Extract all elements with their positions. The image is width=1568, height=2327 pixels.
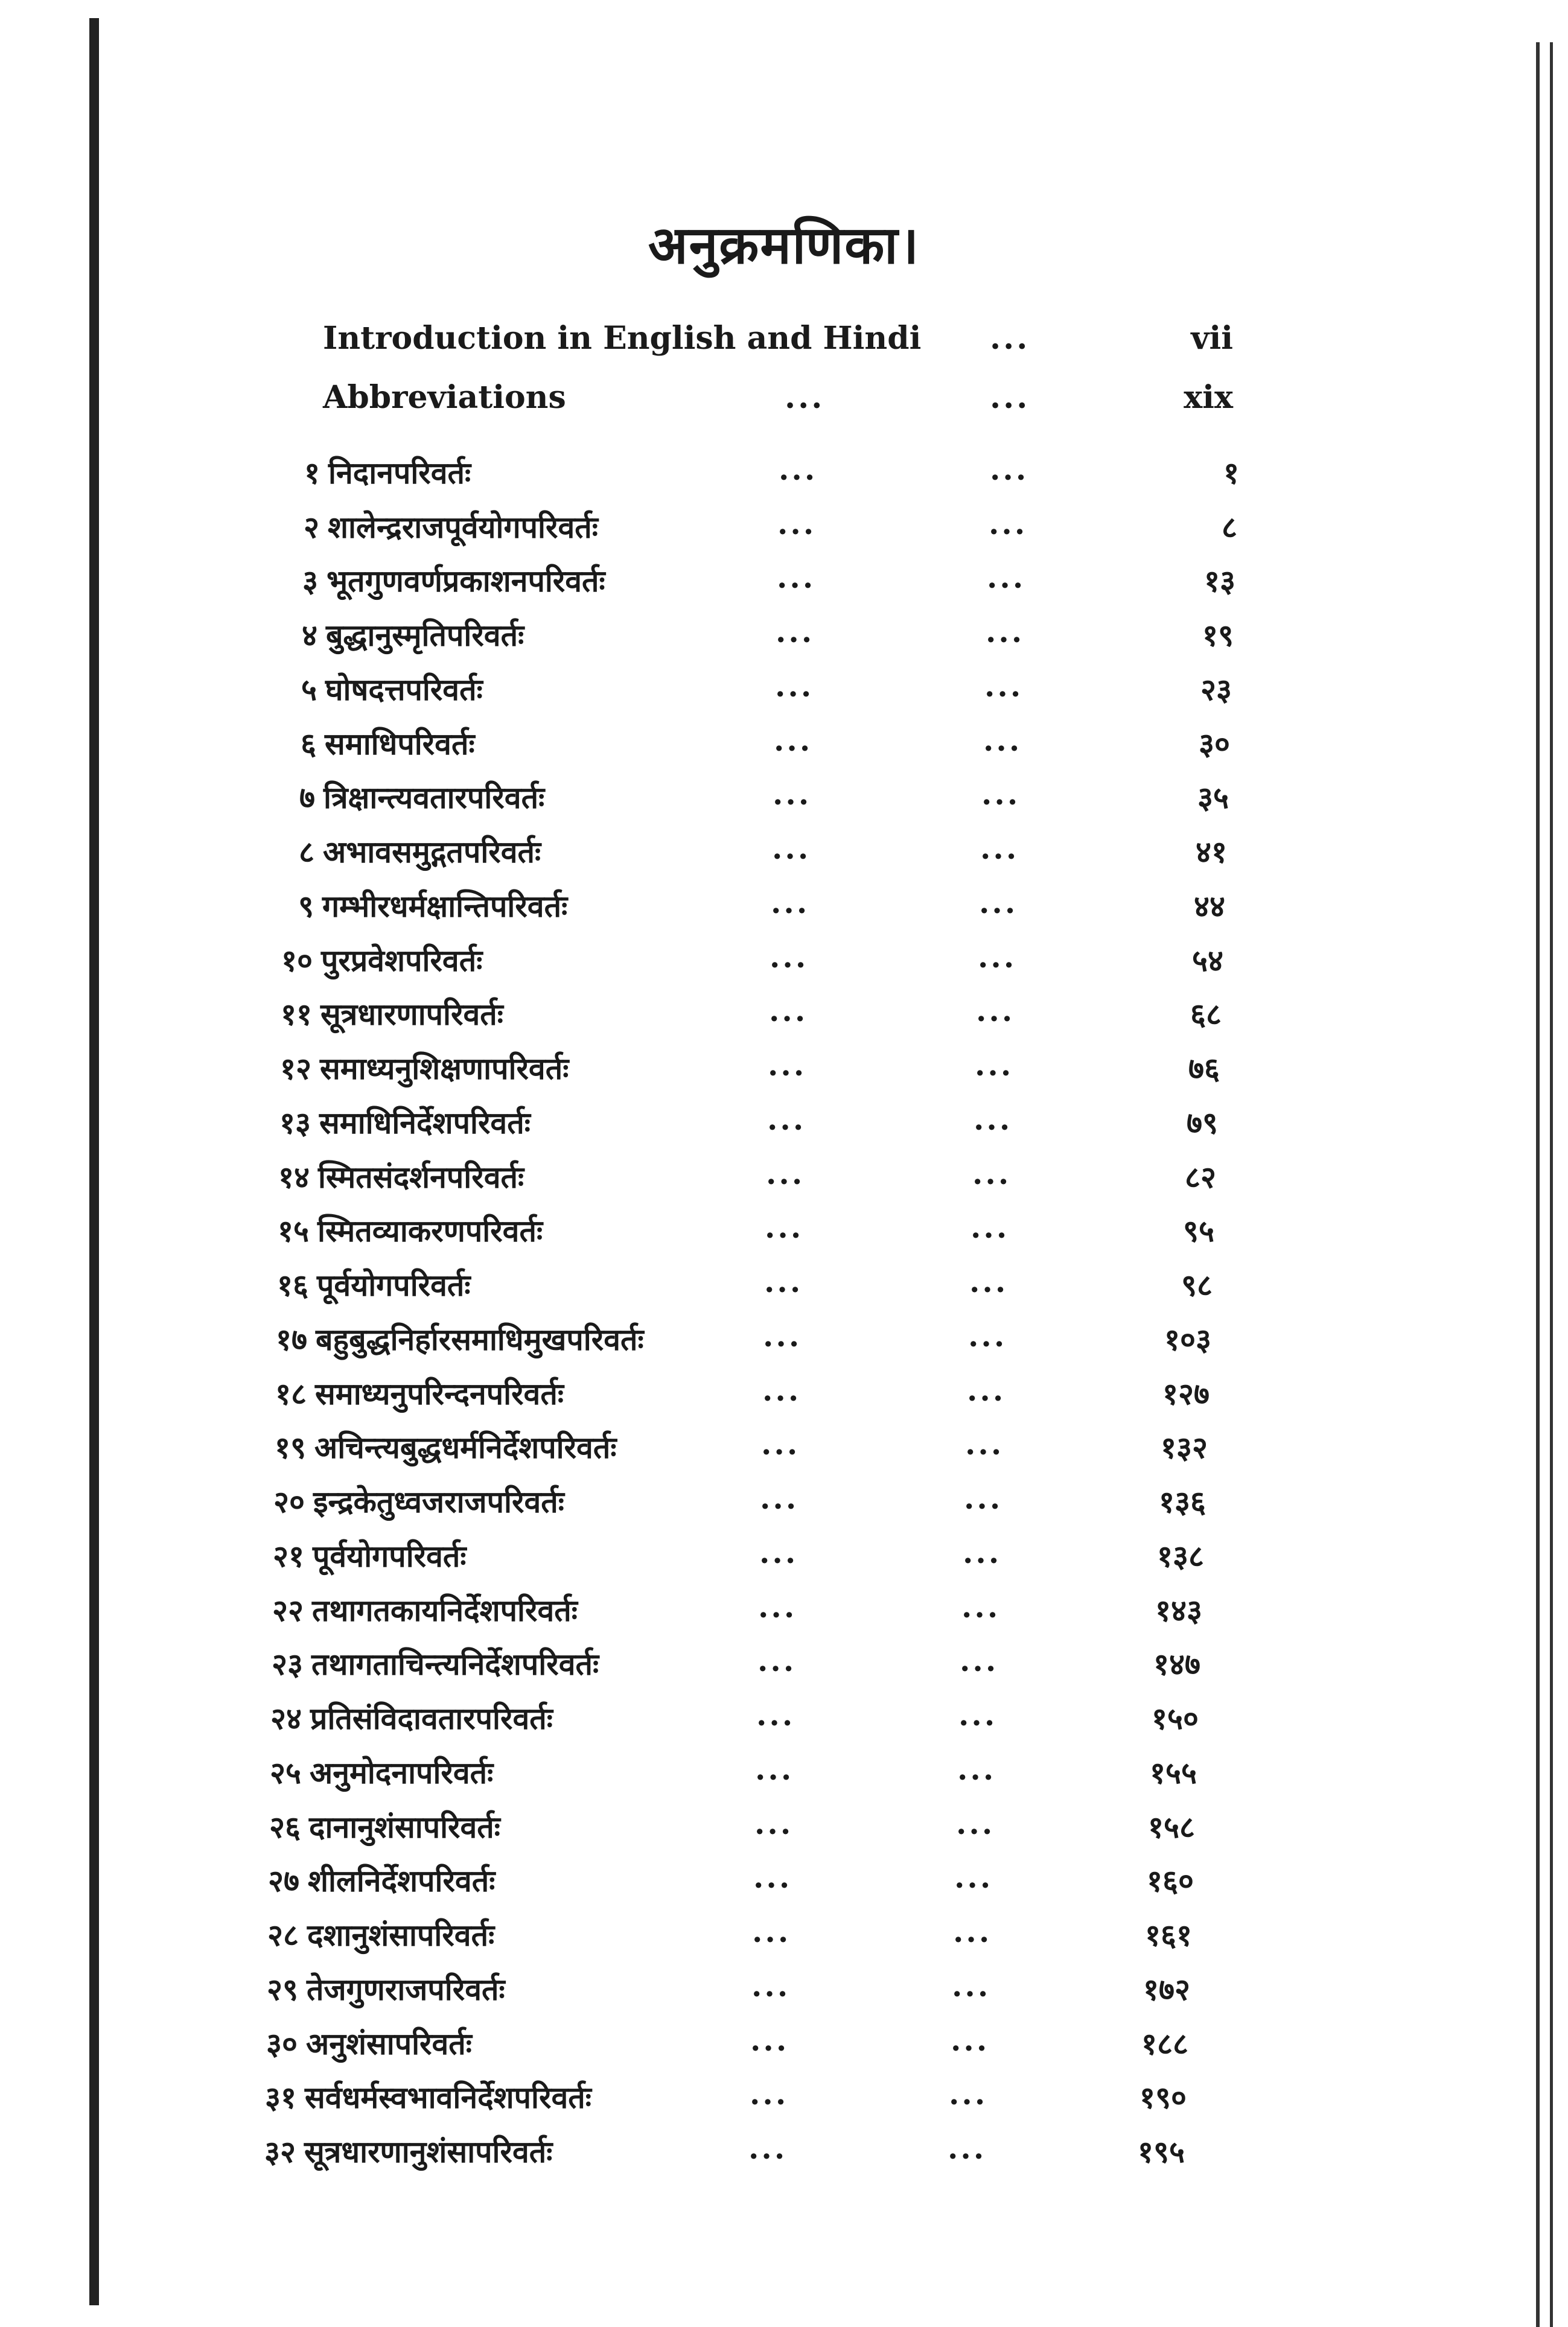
toc-chapter-row <box>0 1426 1568 1474</box>
page-number: १७२ <box>1143 1972 1190 2007</box>
chapter-number: २८ <box>267 1917 299 1953</box>
page-number: ५४ <box>1192 943 1223 978</box>
leader-dots: ... <box>761 1426 800 1462</box>
leader-dots: ... <box>757 1643 797 1678</box>
page-number: १५५ <box>1150 1755 1197 1791</box>
leader-dots: ... <box>779 451 818 487</box>
leader-dots: ... <box>777 506 817 541</box>
leader-dots: ... <box>755 1751 794 1787</box>
toc-entry-label <box>246 1426 616 1467</box>
chapter-name: अनुमोदनापरिवर्तः <box>310 1755 494 1791</box>
toc-entry-label: Introduction in English and Hindi <box>323 320 922 357</box>
page-number: ८ <box>1222 509 1237 545</box>
chapter-name: पूर्वयोगपरिवर्तः <box>313 1538 467 1574</box>
leader-dots: ... <box>949 2076 988 2112</box>
toc-chapter-row <box>0 1480 1568 1529</box>
chapter-number: २६ <box>269 1809 301 1845</box>
leader-dots: ... <box>771 885 810 920</box>
page-title: अनुक्रमणिका। <box>648 215 920 276</box>
page-number: ४४ <box>1194 888 1225 924</box>
leader-dots: ... <box>785 379 825 416</box>
chapter-name: अचिन्त्यबुद्धधर्मनिर्देशपरिवर्तः <box>314 1430 617 1465</box>
toc-chapter-row <box>0 1318 1568 1366</box>
toc-chapter-row <box>0 993 1568 1041</box>
page-number: १३२ <box>1161 1430 1208 1465</box>
toc-entry-label <box>238 1914 494 1955</box>
page-number: १५८ <box>1148 1809 1195 1845</box>
toc-front-matter-row <box>0 379 1568 427</box>
leader-dots: ... <box>948 2130 987 2166</box>
leader-dots: ... <box>978 939 1017 975</box>
leader-dots: ... <box>750 2076 789 2112</box>
chapter-number: ३ <box>302 563 318 599</box>
leader-dots: ... <box>979 885 1018 920</box>
chapter-name: भूतगुणवर्णप्रकाशनपरिवर्तः <box>327 563 605 599</box>
toc-chapter-row <box>0 506 1568 554</box>
toc-chapter-row <box>0 1806 1568 1854</box>
leader-dots: ... <box>774 722 813 758</box>
toc-entry-label <box>255 776 544 817</box>
chapter-number: ३० <box>266 2026 298 2061</box>
chapter-number: १७ <box>276 1322 307 1357</box>
chapter-number: १८ <box>275 1376 307 1412</box>
toc-chapter-row <box>0 1372 1568 1421</box>
toc-chapter-row <box>0 1914 1568 1962</box>
chapter-name: घोषदत्तपरिवर्तः <box>325 672 483 707</box>
leader-dots: ... <box>986 614 1025 649</box>
leader-dots: ... <box>776 614 815 649</box>
page-number: १३६ <box>1159 1484 1206 1520</box>
toc-entry-label <box>247 1318 644 1359</box>
leader-dots: ... <box>768 1047 807 1083</box>
toc-entry-label <box>260 451 471 492</box>
chapter-name: पूर्वयोगपरिवर्तः <box>317 1267 471 1303</box>
toc-entry-label <box>257 668 483 709</box>
leader-dots: ... <box>960 1643 999 1678</box>
toc-chapter-row <box>0 1968 1568 2016</box>
chapter-number: १४ <box>278 1159 310 1195</box>
page-number: १४७ <box>1153 1646 1200 1682</box>
chapter-name: सूत्रधारणापरिवर्तः <box>320 996 503 1032</box>
toc-chapter-row <box>0 2130 1568 2179</box>
page-number: १६१ <box>1145 1917 1192 1953</box>
leader-dots: ... <box>751 1968 791 2004</box>
chapter-number: १६ <box>277 1267 308 1303</box>
leader-dots: ... <box>970 1209 1010 1245</box>
page-number: ९८ <box>1181 1267 1213 1303</box>
toc-entry-label <box>235 2130 552 2171</box>
leader-dots: ... <box>961 1589 1001 1625</box>
toc-chapter-row <box>0 885 1568 933</box>
chapter-name: सूत्रधारणानुशंसापरिवर्तः <box>304 2134 553 2169</box>
page-number: १२७ <box>1162 1376 1209 1412</box>
leader-dots: ... <box>775 668 814 704</box>
toc-chapter-row <box>0 1859 1568 1908</box>
toc-chapter-row <box>0 722 1568 771</box>
chapter-name: सर्वधर्मस्वभावनिर्देशपरिवर्तः <box>305 2080 591 2115</box>
toc-entry-label <box>237 2022 472 2063</box>
leader-dots: ... <box>983 722 1022 758</box>
leader-dots: ... <box>976 993 1015 1028</box>
toc-chapter-row <box>0 668 1568 716</box>
leader-dots: ... <box>765 1209 804 1245</box>
toc-chapter-row <box>0 1751 1568 1800</box>
toc-entry-label <box>236 2076 591 2117</box>
leader-dots: ... <box>772 830 811 866</box>
toc-entry-label <box>253 885 567 926</box>
page-number: १४३ <box>1155 1593 1202 1628</box>
leader-dots: ... <box>762 1372 802 1408</box>
toc-front-matter-row <box>0 320 1568 368</box>
leader-dots: ... <box>773 776 812 812</box>
toc-entry-label <box>249 1156 524 1197</box>
leader-dots: ... <box>967 1372 1006 1408</box>
toc-entry-label <box>252 993 503 1034</box>
toc-chapter-row <box>0 2022 1568 2071</box>
page-number: ३५ <box>1197 780 1229 815</box>
leader-dots: ... <box>770 939 809 975</box>
toc-chapter-row <box>0 1047 1568 1095</box>
chapter-name: समाध्यनुपरिन्दनपरिवर्तः <box>315 1376 564 1412</box>
chapter-number: १५ <box>278 1213 309 1249</box>
leader-dots: ... <box>990 379 1030 416</box>
chapter-number: २५ <box>270 1755 301 1791</box>
page-number: ७९ <box>1187 1105 1218 1141</box>
chapter-number: १३ <box>279 1105 311 1141</box>
chapter-number: ४ <box>302 617 317 653</box>
leader-dots: ... <box>777 559 816 595</box>
page-number: १६० <box>1147 1863 1194 1899</box>
page-number: १०३ <box>1164 1322 1211 1357</box>
chapter-name: तथागताचिन्त्यनिर्देशपरिवर्तः <box>311 1646 599 1682</box>
toc-entry-label <box>239 1859 495 1900</box>
leader-dots: ... <box>748 2130 788 2166</box>
leader-dots: ... <box>750 2022 789 2058</box>
leader-dots: ... <box>954 1859 993 1895</box>
leader-dots: ... <box>763 1318 802 1354</box>
leader-dots: ... <box>951 2022 990 2058</box>
chapter-number: ३२ <box>264 2134 296 2169</box>
chapter-name: इन्द्रकेतुध्वजराजपरिवर्तः <box>313 1484 564 1520</box>
toc-entry-label <box>251 1047 569 1088</box>
leader-dots: ... <box>965 1426 1004 1462</box>
chapter-name: बहुबुद्धनिर्हारसमाधिमुखपरिवर्तः <box>316 1322 644 1357</box>
chapter-name: अनुशंसापरिवर्तः <box>306 2026 472 2061</box>
leader-dots: ... <box>974 1101 1013 1137</box>
chapter-name: पुरप्रवेशपरिवर्तः <box>321 943 483 978</box>
toc-chapter-row <box>0 614 1568 662</box>
toc-entry-label <box>256 722 475 763</box>
toc-entry-label <box>258 559 605 600</box>
chapter-name: गम्भीरधर्मक्षान्तिपरिवर्तः <box>322 888 568 924</box>
leader-dots: ... <box>764 1264 803 1299</box>
toc-entry-label: Abbreviations <box>323 379 566 416</box>
chapter-name: बुद्धानुस्मृतिपरिवर्तः <box>326 617 524 653</box>
chapter-number: १० <box>281 943 313 978</box>
leader-dots: ... <box>766 1156 805 1191</box>
leader-dots: ... <box>963 1535 1002 1570</box>
page-number: १ <box>1223 455 1239 491</box>
chapter-number: २० <box>273 1484 305 1520</box>
leader-dots: ... <box>756 1697 795 1733</box>
chapter-number: २४ <box>270 1701 302 1736</box>
leader-dots: ... <box>984 668 1024 704</box>
leader-dots: ... <box>964 1480 1003 1516</box>
chapter-number: १९ <box>275 1430 306 1465</box>
toc-chapter-row <box>0 1156 1568 1204</box>
chapter-number: ३१ <box>265 2080 296 2115</box>
chapter-number: १२ <box>280 1051 311 1086</box>
toc-chapter-row <box>0 559 1568 608</box>
toc-chapter-row <box>0 2076 1568 2124</box>
page-number: ६८ <box>1190 996 1222 1032</box>
chapter-number: ११ <box>281 996 312 1032</box>
leader-dots: ... <box>980 830 1019 866</box>
leader-dots: ... <box>956 1806 995 1841</box>
toc-chapter-row <box>0 1643 1568 1691</box>
leader-dots: ... <box>957 1751 996 1787</box>
toc-chapter-row <box>0 830 1568 879</box>
leader-dots: ... <box>990 451 1029 487</box>
chapter-number: ५ <box>301 672 317 707</box>
toc-chapter-row <box>0 1209 1568 1258</box>
page-number: १८८ <box>1141 2026 1188 2061</box>
leader-dots: ... <box>753 1859 792 1895</box>
page-number: ७६ <box>1188 1051 1220 1086</box>
toc-entry-label <box>243 1643 599 1684</box>
leader-dots: ... <box>767 1101 806 1137</box>
leader-dots: ... <box>969 1264 1009 1299</box>
leader-dots: ... <box>989 506 1028 541</box>
toc-entry-label <box>249 1209 543 1250</box>
toc-entry-label <box>240 1806 500 1847</box>
page-number: २३ <box>1200 672 1232 707</box>
page-number: १५० <box>1152 1701 1199 1736</box>
chapter-name: समाध्यनुशिक्षणापरिवर्तः <box>320 1051 569 1086</box>
leader-dots: ... <box>760 1480 799 1516</box>
leader-dots: ... <box>990 320 1030 357</box>
chapter-number: २२ <box>272 1593 304 1628</box>
toc-entry-label <box>250 1101 531 1142</box>
chapter-number: ७ <box>299 780 315 815</box>
chapter-number: ६ <box>301 726 316 762</box>
page-number: १३८ <box>1157 1538 1204 1574</box>
toc-entry-label <box>254 830 541 871</box>
chapter-name: त्रिक्षान्त्यवतारपरिवर्तः <box>323 780 545 815</box>
page-number: १९५ <box>1138 2134 1185 2169</box>
toc-chapter-row <box>0 939 1568 987</box>
toc-chapter-row <box>0 1697 1568 1745</box>
chapter-name: स्मितव्याकरणपरिवर्तः <box>317 1213 543 1249</box>
toc-entry-label <box>241 1697 553 1738</box>
page-number: १९० <box>1139 2080 1187 2115</box>
toc-chapter-row <box>0 776 1568 824</box>
chapter-number: २७ <box>268 1863 299 1899</box>
page-number: ४१ <box>1196 834 1227 870</box>
chapter-number: २१ <box>273 1538 304 1574</box>
chapter-name: समाधिनिर्देशपरिवर्तः <box>319 1105 531 1141</box>
toc-entry-label <box>241 1751 493 1792</box>
leader-dots: ... <box>958 1697 998 1733</box>
toc-entry-label <box>244 1480 564 1521</box>
toc-entry-label <box>257 614 524 655</box>
chapter-name: तथागतकायनिर्देशपरिवर्तः <box>312 1593 578 1628</box>
toc-chapter-row <box>0 1589 1568 1637</box>
chapter-name: समाधिपरिवर्तः <box>325 726 475 762</box>
leader-dots: ... <box>953 1914 992 1949</box>
toc-entry-label <box>243 1589 578 1630</box>
leader-dots: ... <box>752 1914 791 1949</box>
leader-dots: ... <box>975 1047 1014 1083</box>
leader-dots: ... <box>952 1968 991 2004</box>
chapter-number: ९ <box>298 888 314 924</box>
toc-entry-label <box>238 1968 505 2009</box>
leader-dots: ... <box>754 1806 794 1841</box>
toc-entry-label <box>244 1535 467 1576</box>
chapter-number: ८ <box>299 834 314 870</box>
page-number: ९५ <box>1183 1213 1214 1249</box>
page-number: १९ <box>1202 617 1234 653</box>
leader-dots: ... <box>981 776 1021 812</box>
chapter-number: १ <box>304 455 320 491</box>
page-number: ८२ <box>1185 1159 1216 1195</box>
chapter-name: निदानपरिवर्तः <box>328 455 471 491</box>
leader-dots: ... <box>987 559 1026 595</box>
toc-entry-label <box>248 1264 471 1305</box>
toc-entry-label <box>252 939 482 980</box>
chapter-name: प्रतिसंविदावतारपरिवर्तः <box>310 1701 553 1736</box>
toc-entry-label <box>246 1372 564 1413</box>
page-number: १३ <box>1204 563 1235 599</box>
leader-dots: ... <box>769 993 808 1028</box>
leader-dots: ... <box>758 1589 797 1625</box>
toc-chapter-row <box>0 1535 1568 1583</box>
leader-dots: ... <box>968 1318 1007 1354</box>
page-number: ३० <box>1199 726 1230 762</box>
chapter-name: अभावसमुद्गतपरिवर्तः <box>323 834 541 870</box>
page-number: xix <box>1184 379 1233 416</box>
toc-chapter-row <box>0 1264 1568 1312</box>
chapter-name: दानानुशंसापरिवर्तः <box>309 1809 500 1845</box>
chapter-number: २३ <box>272 1646 303 1682</box>
chapter-number: २ <box>304 509 319 545</box>
chapter-name: तेजगुणराजपरिवर्तः <box>307 1972 505 2007</box>
chapter-number: २९ <box>267 1972 298 2007</box>
chapter-name: शालेन्द्रराजपूर्वयोगपरिवर्तः <box>328 509 598 545</box>
leader-dots: ... <box>759 1535 798 1570</box>
page-number: vii <box>1191 320 1233 357</box>
toc-chapter-row <box>0 451 1568 500</box>
leader-dots: ... <box>972 1156 1012 1191</box>
chapter-name: स्मितसंदर्शनपरिवर्तः <box>318 1159 524 1195</box>
chapter-name: दशानुशंसापरिवर्तः <box>307 1917 495 1953</box>
toc-entry-label <box>259 506 598 547</box>
toc-chapter-row <box>0 1101 1568 1150</box>
chapter-name: शीलनिर्देशपरिवर्तः <box>308 1863 496 1899</box>
